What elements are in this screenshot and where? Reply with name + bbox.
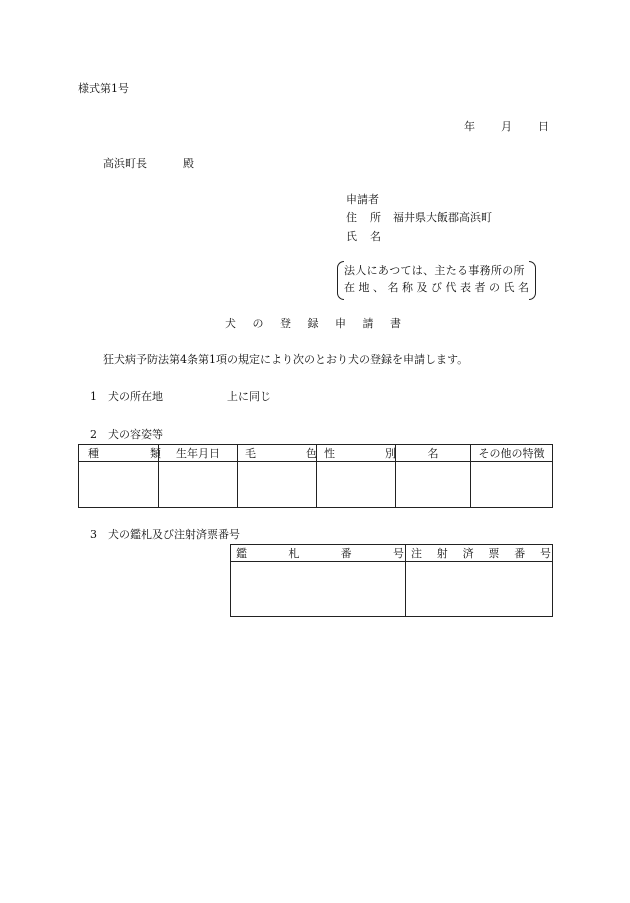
column-header-license-number: 鑑 札 番 号 <box>231 545 406 562</box>
section-1-label: 犬の所在地 <box>108 390 163 403</box>
note-char: の <box>489 281 500 294</box>
addressee-name: 高浜町長 <box>103 157 147 170</box>
table-row <box>231 562 553 617</box>
section-1-number: 1 <box>90 390 97 403</box>
note-char: び <box>431 281 442 294</box>
title-char: の <box>252 317 264 330</box>
note-char: 在 <box>344 281 355 294</box>
date-month-label: 月 <box>501 120 512 133</box>
license-number-cell[interactable] <box>231 562 406 617</box>
column-header-birth-date: 生年月日 <box>159 445 238 462</box>
title-char: 登 <box>280 317 291 330</box>
address-label-2: 所 <box>370 211 381 224</box>
title-char: 申 <box>335 317 346 330</box>
note-char: 名 <box>387 281 399 294</box>
note-char: 者 <box>474 281 486 294</box>
note-char: 称 <box>402 281 413 294</box>
column-header-sex: 性 別 <box>317 445 396 462</box>
note-char: 表 <box>460 281 471 294</box>
section-2-label: 犬の容姿等 <box>108 428 163 441</box>
note-line-1: 法人にあつては、主たる事務所の所 <box>344 264 525 277</box>
breed-cell[interactable] <box>79 462 159 508</box>
addressee-honorific: 殿 <box>183 157 194 170</box>
table-header-row <box>231 545 553 562</box>
sex-cell[interactable] <box>317 462 396 508</box>
note-char: 代 <box>445 281 457 294</box>
note-char: 及 <box>416 281 428 294</box>
dog-appearance-table <box>78 444 553 508</box>
note-line-2 <box>344 281 529 295</box>
note-char: 地 <box>358 281 370 294</box>
note-char: 名 <box>518 281 529 294</box>
title-char: 請 <box>362 317 374 330</box>
section-2-number: 2 <box>90 428 97 441</box>
column-header-dog-name: 名 <box>396 445 471 462</box>
note-left-bracket <box>337 261 344 300</box>
table-header-row <box>79 445 553 462</box>
address-label-1: 住 <box>346 211 357 224</box>
column-header-other-features: その他の特徴 <box>471 445 553 462</box>
column-header-injection-tag-number: 注 射 済 票 番 号 <box>406 545 553 562</box>
injection-tag-number-cell[interactable] <box>406 562 553 617</box>
dog-name-cell[interactable] <box>396 462 471 508</box>
note-char: 、 <box>373 281 384 294</box>
applicant-heading: 申請者 <box>346 193 379 206</box>
document-title <box>225 317 401 331</box>
note-char: 氏 <box>503 281 515 294</box>
form-number: 様式第1号 <box>78 82 129 95</box>
date-day-label: 日 <box>538 120 549 133</box>
body-text: 狂犬病予防法第4条第1項の規定により次のとおり犬の登録を申請します。 <box>103 353 469 366</box>
note-right-bracket <box>529 261 536 300</box>
section-1-value: 上に同じ <box>227 390 271 403</box>
section-3-number: 3 <box>90 528 97 541</box>
other-features-cell[interactable] <box>471 462 553 508</box>
title-char: 犬 <box>225 317 236 330</box>
tag-numbers-table <box>230 544 553 617</box>
date-year-label: 年 <box>464 120 475 133</box>
column-header-coat-color: 毛 色 <box>238 445 317 462</box>
column-header-breed: 種 類 <box>79 445 159 462</box>
table-row <box>79 462 553 508</box>
title-char: 録 <box>307 317 319 330</box>
section-3-label: 犬の鑑札及び注射済票番号 <box>108 528 240 541</box>
coat-color-cell[interactable] <box>238 462 317 508</box>
name-label-1: 氏 <box>346 230 357 243</box>
name-label-2: 名 <box>370 230 381 243</box>
title-char: 書 <box>390 317 401 330</box>
birth-date-cell[interactable] <box>159 462 238 508</box>
address-value: 福井県大飯郡高浜町 <box>393 211 492 224</box>
